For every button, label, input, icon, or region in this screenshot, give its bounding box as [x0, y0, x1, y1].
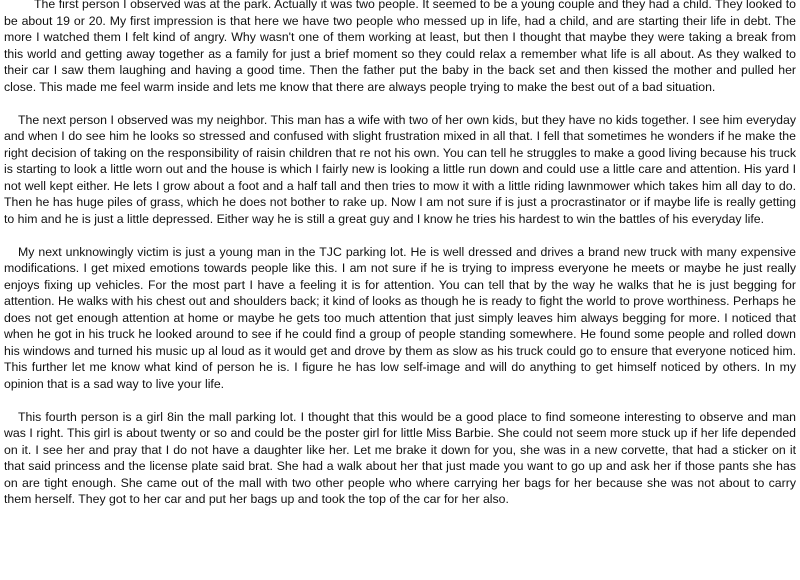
paragraph-mall-girl: This fourth person is a girl 8in the mall parking lot. I thought that this would be a good place to find someone interesting to observe and man was I right. This girl is about twenty or so and could be the poster girl for little Miss Barbie. She could not seem more stuck up if her life depended on it. I see her and pray that I do not have a daughter like her. Let me brake it down for you, she was in a new corvette, that had a sticker on it that said princess and the license plate said brat. She had a walk about her that just made you want to go up and ask her if those pants she has on are tight enough. She came out of the mall with two other people who where carrying her bags for her because she was not about to carry them herself. They got to her car and put her bags up and took the top of the car for her also.	[4, 409, 796, 506]
paragraph-young-man: My next unknowingly victim is just a young man in the TJC parking lot. He is well dressed and drives a brand new truck with many expensive modifications. I get mixed emotions towards people like this. I am not sure if he is trying to impress everyone he meets or maybe he just really enjoys fixing up vehicles. For the most part I have a feeling it is for attention. You can tell that by the way he walks that he is just begging for attention. He walks with his chest out and shoulders back; it kind of looks as though he is ready to fight the world to prove worthiness. Perhaps he does not get enough attention at home or maybe he gets too much attention that just simply leaves him always begging for more. I noticed that when he got in his truck he looked around to see if he could find a group of people standing somewhere. He found some people and rolled down his windows and turned his music up al loud as it would get and drove by them as slow as his truck could go to ensure that everyone noticed him. This further let me know what kind of person he is. I figure he has low self-image and will do anything to get himself noticed by others. In my opinion that is a sad way to live your life.	[4, 244, 796, 391]
paragraph-neighbor: The next person I observed was my neighbor. This man has a wife with two of her own kids, but they have no kids together. I see him everyday and when I do see him he looks so stressed and confused with slight frustration mixed in all that. I fell that sometimes he wonders if he make the right decision of taking on the responsibility of raisin children that re not his own. You can tell he struggles to make a good living because his truck is starting to look a little worn out and the house is which I fairly new is looking a little run down and could use a little care and attention. His yard I not well kept either. He lets I grow about a foot and a half tall and then tries to mow it with a little riding lawnmower which takes him all day to do. Then he has huge piles of grass, which he does not bother to rake up. Now I am not sure if is just a procrastinator or if maybe life is really getting to him and he is just a little depressed. Either way he is still a great guy and I know he tries his hardest to win the battles of his everyday life.	[4, 112, 796, 226]
paragraph-park-couple: The first person I observed was at the park. Actually it was two people. It seemed to be a young couple and they had a child. They looked to be about 19 or 20. My first impression is that here we have two people who messed up in life, had a child, and are starting their life in debt. The more I watched them I felt kind of angry. Why wasn't one of them working at least, but then I thought that maybe they were taking a break from this world and getting away together as a family for just a brief moment so they could relax a remember what life is all about. As they walked to their car I saw them laughing and having a good time. Then the father put the baby in the back set and then kissed the mother and pulled her close. This made me feel warm inside and lets me know that there are always people trying to make the best out of a bad situation.	[4, 0, 796, 94]
